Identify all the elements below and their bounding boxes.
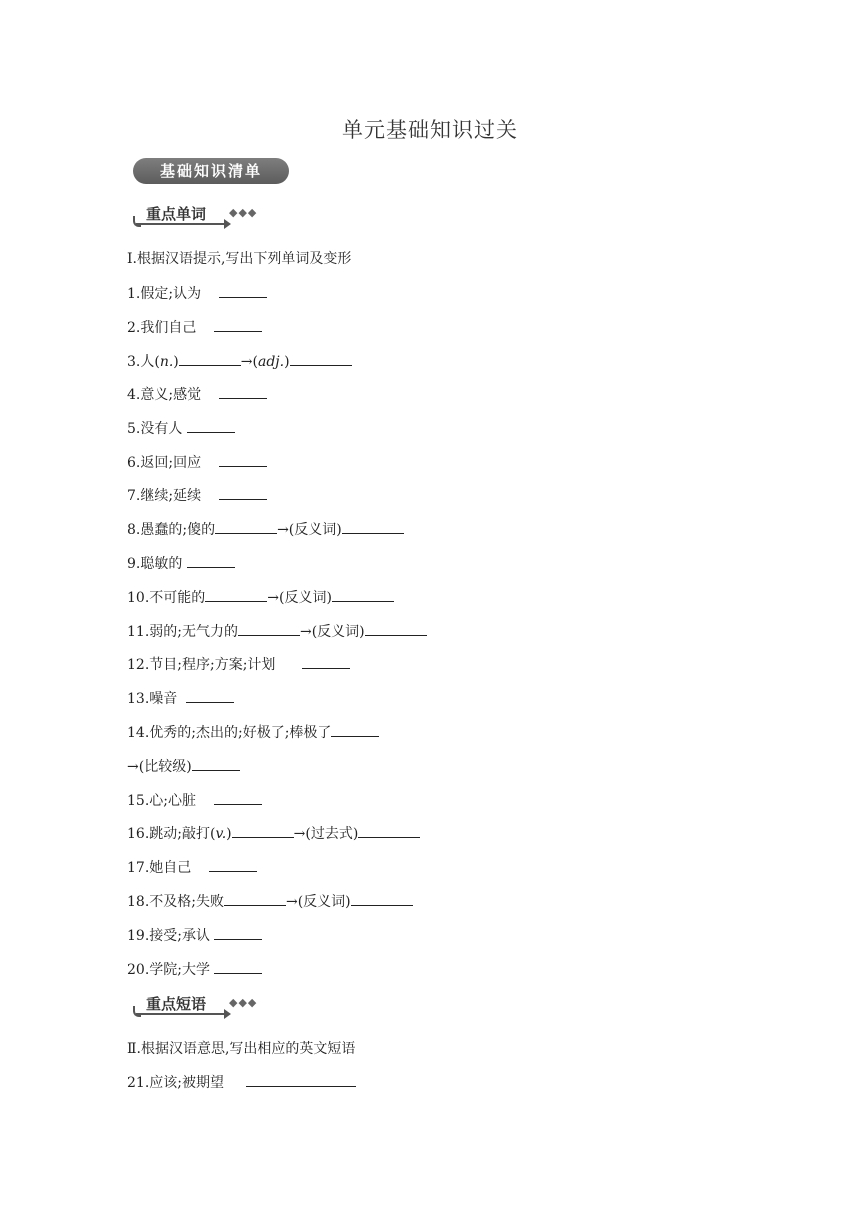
item-20: 20.学院;大学 xyxy=(127,959,262,979)
answer-blank[interactable] xyxy=(187,420,235,433)
answer-blank[interactable] xyxy=(214,792,262,805)
item-15: 15.心;心脏 xyxy=(127,790,262,810)
arrow-line-icon xyxy=(136,223,228,225)
item-14: 14.优秀的;杰出的;好极了;棒极了 xyxy=(127,722,379,742)
instruction-part2: Ⅱ.根据汉语意思,写出相应的英文短语 xyxy=(127,1041,356,1057)
item-8: 8.愚蠢的;傻的 →(反义词) xyxy=(127,519,404,539)
answer-blank[interactable] xyxy=(179,353,241,366)
item-3: 3.人(n.) →(adj.) xyxy=(127,351,352,371)
answer-blank[interactable] xyxy=(331,724,379,737)
item-12: 12.节目;程序;方案;计划 xyxy=(127,654,350,674)
answer-blank[interactable] xyxy=(209,859,257,872)
answer-blank[interactable] xyxy=(187,555,235,568)
item-10: 10.不可能的 →(反义词) xyxy=(127,587,394,607)
key-phrases-label: 重点短语 xyxy=(146,995,207,1013)
answer-blank[interactable] xyxy=(332,589,394,602)
answer-blank[interactable] xyxy=(215,521,277,534)
diamonds-icon: ◆◆◆ xyxy=(229,996,258,1009)
instruction-part1: Ⅰ.根据汉语提示,写出下列单词及变形 xyxy=(127,251,352,267)
answer-blank[interactable] xyxy=(302,656,350,669)
item-21: 21.应该;被期望 xyxy=(127,1072,356,1092)
answer-blank[interactable] xyxy=(186,690,234,703)
item-14-comparative: →(比较级) xyxy=(127,756,240,776)
answer-blank[interactable] xyxy=(290,353,352,366)
answer-blank[interactable] xyxy=(358,825,420,838)
item-2: 2.我们自己 xyxy=(127,317,262,337)
arrow-line-icon xyxy=(136,1013,228,1015)
answer-blank[interactable] xyxy=(219,386,267,399)
answer-blank[interactable] xyxy=(246,1074,356,1087)
arrow-hook-icon xyxy=(133,1006,141,1017)
key-words-label: 重点单词 xyxy=(146,205,207,223)
answer-blank[interactable] xyxy=(351,893,413,906)
item-7: 7.继续;延续 xyxy=(127,485,267,505)
answer-blank[interactable] xyxy=(238,623,300,636)
answer-blank[interactable] xyxy=(365,623,427,636)
item-19: 19.接受;承认 xyxy=(127,925,262,945)
arrow-hook-icon xyxy=(133,216,141,227)
answer-blank[interactable] xyxy=(214,961,262,974)
section-badge: 基础知识清单 xyxy=(133,158,289,184)
diamonds-icon: ◆◆◆ xyxy=(229,206,258,219)
item-13: 13.噪音 xyxy=(127,688,234,708)
item-16: 16.跳动;敲打(v.) →(过去式) xyxy=(127,823,420,843)
item-9: 9.聪敏的 xyxy=(127,553,235,573)
answer-blank[interactable] xyxy=(224,893,286,906)
answer-blank[interactable] xyxy=(219,454,267,467)
answer-blank[interactable] xyxy=(192,758,240,771)
item-11: 11.弱的;无气力的 →(反义词) xyxy=(127,621,427,641)
answer-blank[interactable] xyxy=(214,319,262,332)
item-18: 18.不及格;失败 →(反义词) xyxy=(127,891,413,911)
item-6: 6.返回;回应 xyxy=(127,452,267,472)
item-17: 17.她自己 xyxy=(127,857,257,877)
answer-blank[interactable] xyxy=(214,927,262,940)
answer-blank[interactable] xyxy=(342,521,404,534)
item-5: 5.没有人 xyxy=(127,418,235,438)
item-4: 4.意义;感觉 xyxy=(127,384,267,404)
page-title: 单元基础知识过关 xyxy=(342,118,518,142)
arrowhead-icon xyxy=(224,219,231,229)
answer-blank[interactable] xyxy=(219,285,267,298)
item-1: 1.假定;认为 xyxy=(127,283,267,303)
arrowhead-icon xyxy=(224,1009,231,1019)
answer-blank[interactable] xyxy=(232,825,294,838)
answer-blank[interactable] xyxy=(219,487,267,500)
answer-blank[interactable] xyxy=(205,589,267,602)
